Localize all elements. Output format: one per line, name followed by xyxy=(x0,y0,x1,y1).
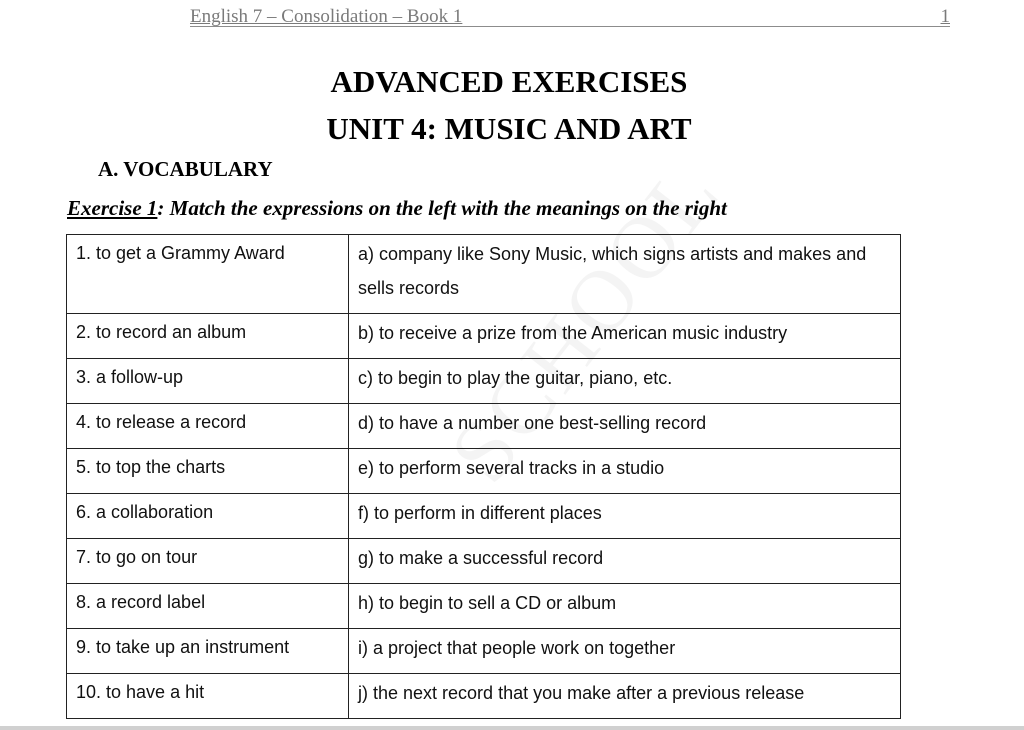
meaning-cell: g) to make a successful record xyxy=(349,539,901,584)
expression-cell: 6. a collaboration xyxy=(67,494,349,539)
expression-cell: 8. a record label xyxy=(67,584,349,629)
page-number: 1 xyxy=(940,6,950,27)
meaning-cell: h) to begin to sell a CD or album xyxy=(349,584,901,629)
matching-table xyxy=(66,234,901,719)
expression-cell: 3. a follow-up xyxy=(67,359,349,404)
meaning-cell: d) to have a number one best-selling record xyxy=(349,404,901,449)
table-row xyxy=(67,674,901,719)
expression-cell: 2. to record an album xyxy=(67,314,349,359)
exercise-text: : Match the expressions on the left with the meanings on the right xyxy=(157,196,727,220)
meaning-cell: i) a project that people work on together xyxy=(349,629,901,674)
meaning-cell: a) company like Sony Music, which signs artists and makes and sells records xyxy=(349,235,901,314)
exercise-instruction xyxy=(67,196,727,221)
table-row xyxy=(67,629,901,674)
meaning-cell: e) to perform several tracks in a studio xyxy=(349,449,901,494)
section-heading: A. VOCABULARY xyxy=(98,157,273,181)
table-row xyxy=(67,449,901,494)
exercise-label: Exercise 1 xyxy=(67,196,158,220)
page-header xyxy=(190,6,950,27)
table-row xyxy=(67,584,901,629)
meaning-cell: b) to receive a prize from the American music industry xyxy=(349,314,901,359)
unit-title: UNIT 4: MUSIC AND ART xyxy=(326,111,692,146)
expression-cell: 5. to top the charts xyxy=(67,449,349,494)
table-row xyxy=(67,314,901,359)
meaning-cell: f) to perform in different places xyxy=(349,494,901,539)
table-row xyxy=(67,539,901,584)
expression-cell: 9. to take up an instrument xyxy=(67,629,349,674)
table-row xyxy=(67,404,901,449)
table-row xyxy=(67,494,901,539)
table-row xyxy=(67,235,901,314)
meaning-cell: c) to begin to play the guitar, piano, etc. xyxy=(349,359,901,404)
expression-cell: 7. to go on tour xyxy=(67,539,349,584)
header-title: English 7 – Consolidation – Book 1 xyxy=(190,6,463,27)
expression-cell: 1. to get a Grammy Award xyxy=(67,235,349,314)
expression-cell: 10. to have a hit xyxy=(67,674,349,719)
table-row xyxy=(67,359,901,404)
expression-cell: 4. to release a record xyxy=(67,404,349,449)
main-title: ADVANCED EXERCISES xyxy=(330,64,688,99)
meaning-cell: j) the next record that you make after a previous release xyxy=(349,674,901,719)
page-edge xyxy=(0,726,1024,730)
